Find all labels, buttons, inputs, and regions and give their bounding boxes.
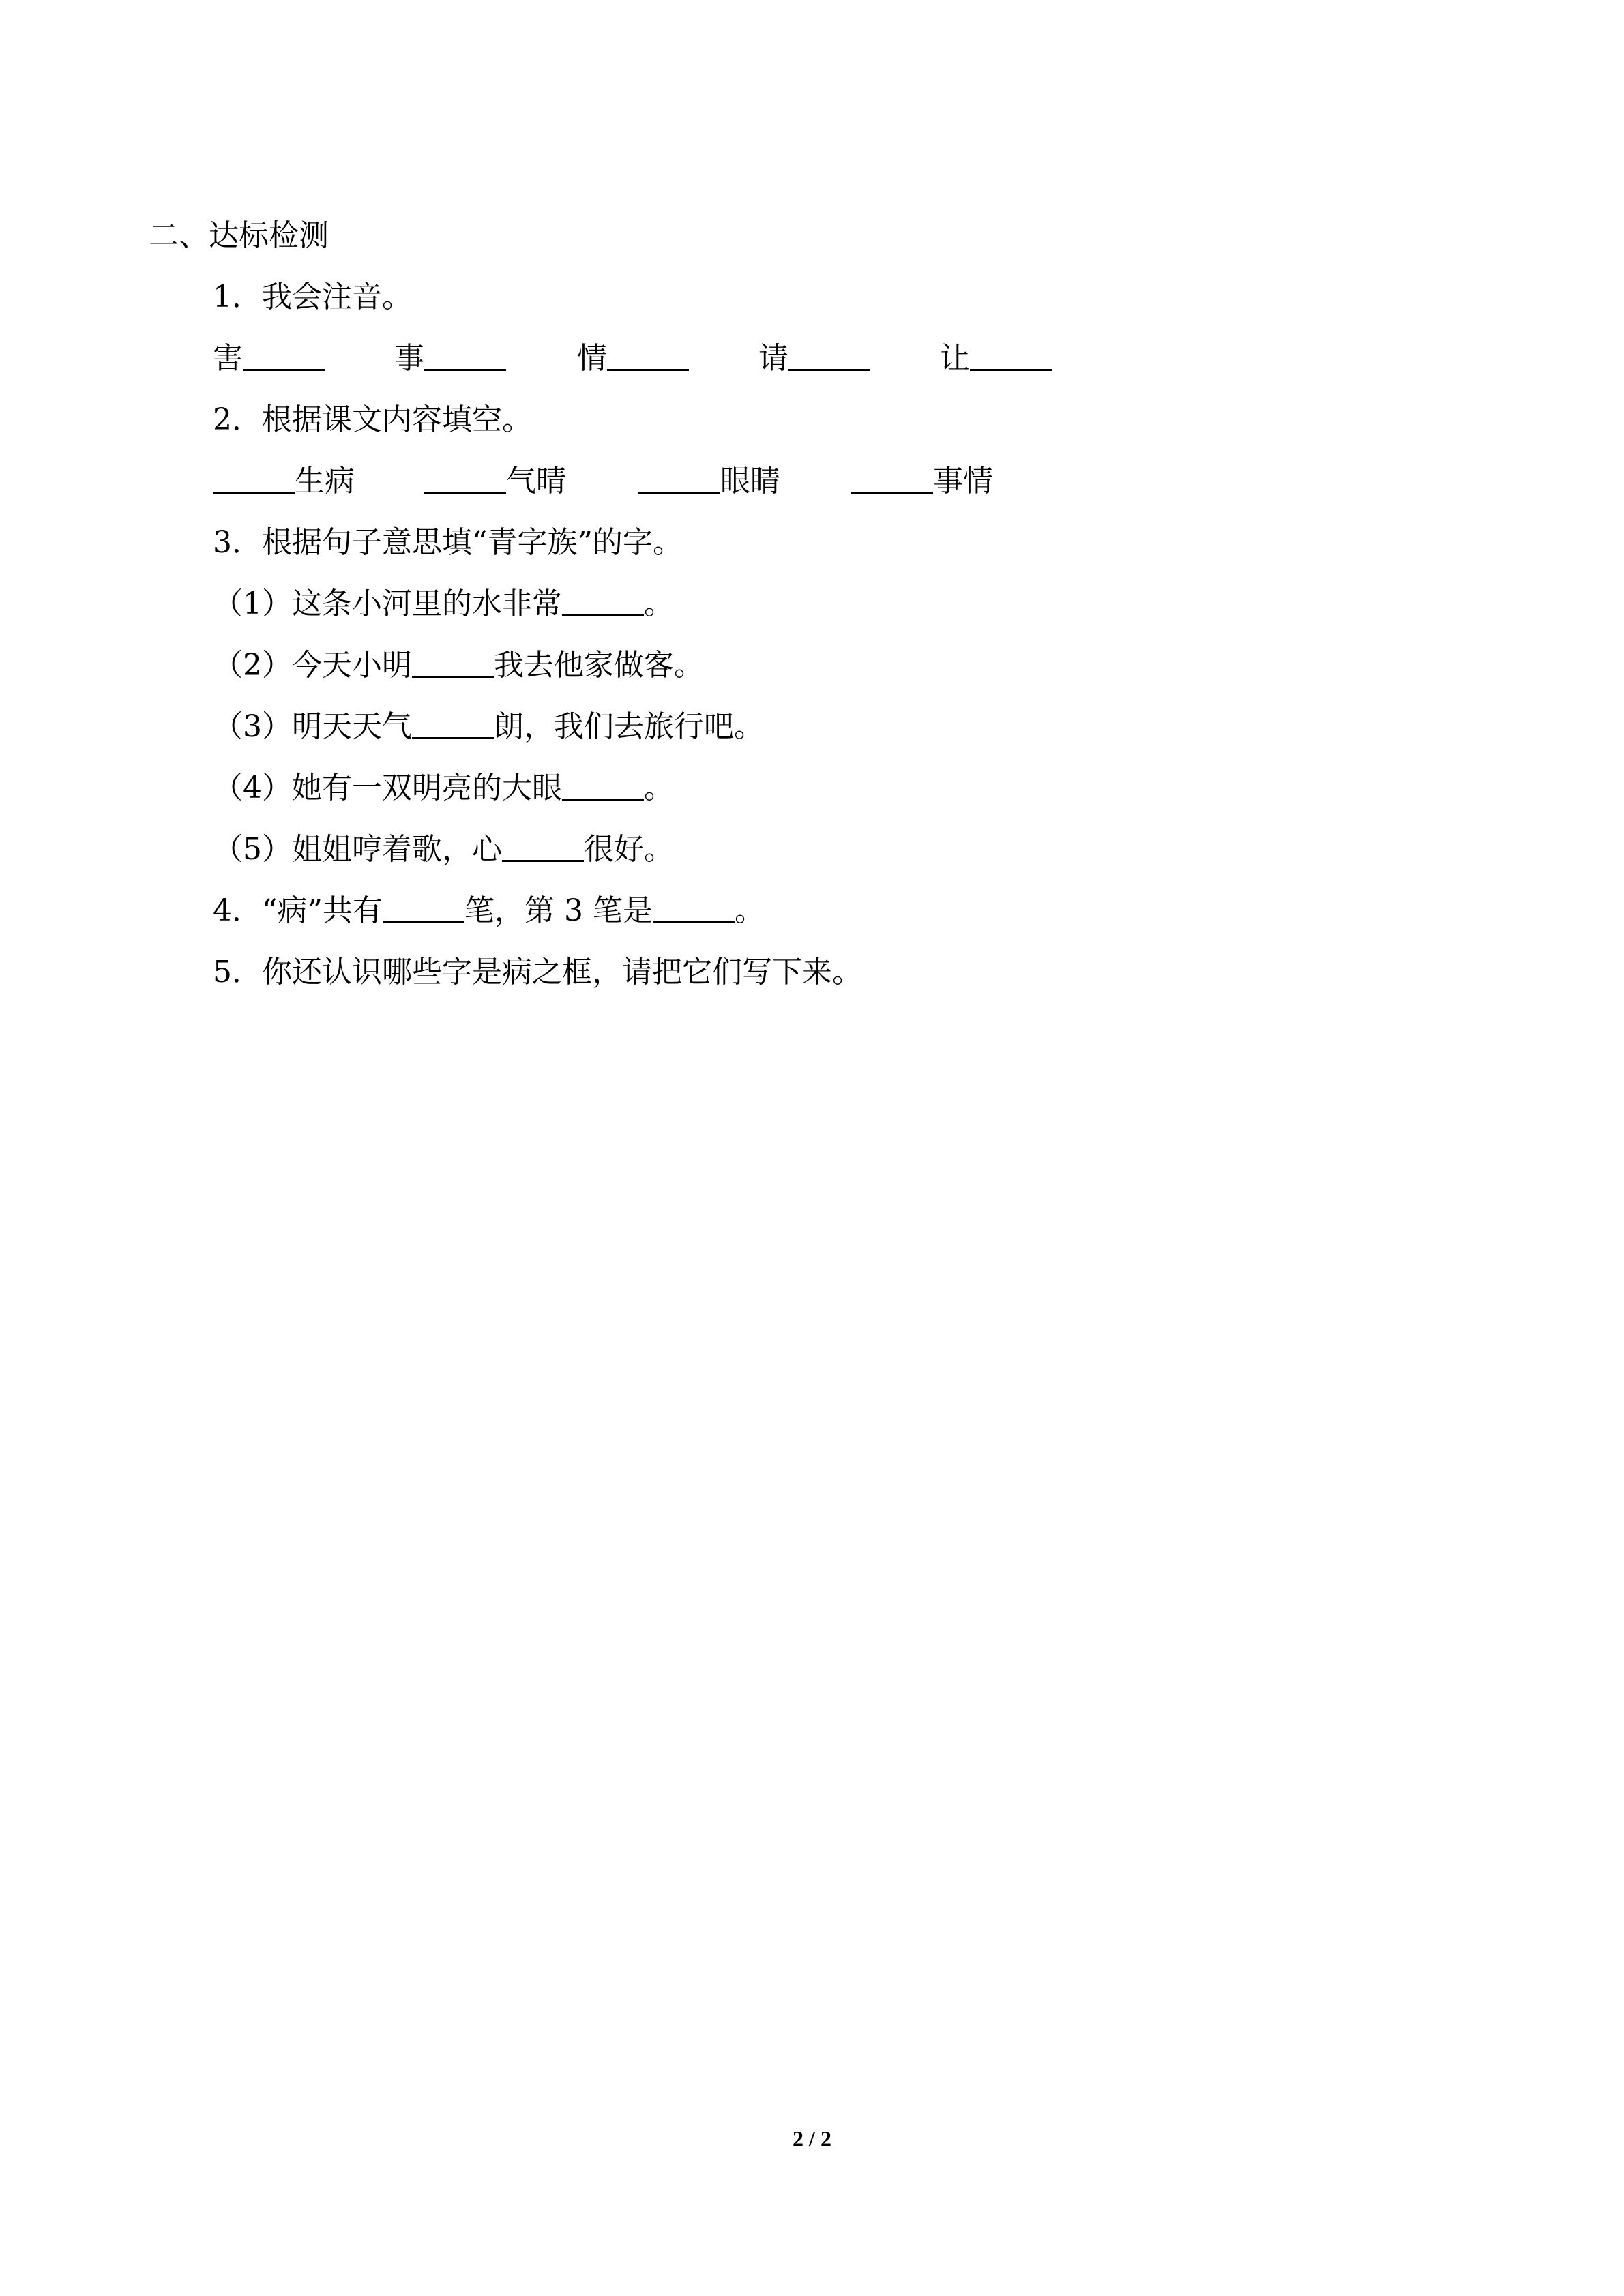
q1-row — [213, 338, 1168, 379]
q2-prompt: 2．根据课文内容填空。 — [213, 402, 532, 437]
q2-item: 生病 — [213, 461, 355, 502]
answer-blank[interactable] — [653, 894, 735, 923]
q1-item: 事 — [394, 338, 506, 379]
q2-item: 事情 — [851, 461, 993, 502]
answer-blank[interactable] — [412, 710, 494, 739]
answer-blank[interactable] — [562, 771, 644, 801]
q1-item: 请 — [758, 338, 870, 379]
q3-item-4: （4）她有一双明亮的大眼 。 — [213, 771, 674, 805]
q5-prompt: 5．你还认识哪些字是病之框，请把它们写下来。 — [213, 955, 862, 989]
answer-blank[interactable] — [424, 464, 506, 494]
q2-item: 眼睛 — [638, 461, 780, 502]
q2-item: 气晴 — [424, 461, 566, 502]
q3-item-2: （2）今天小明 我去他家做客。 — [213, 648, 704, 683]
q3-item-5: （5）姐姐哼着歌，心 很好。 — [213, 832, 674, 867]
answer-blank[interactable] — [562, 587, 644, 616]
q3-item-1: （1）这条小河里的水非常 。 — [213, 586, 674, 621]
q1-item: 害 — [213, 338, 325, 379]
q2-row — [213, 461, 1168, 502]
answer-blank[interactable] — [383, 894, 464, 923]
q1-prompt: 1．我会注音。 — [213, 280, 412, 314]
answer-blank[interactable] — [851, 464, 933, 494]
answer-blank[interactable] — [788, 342, 870, 371]
q3-item-3: （3）明天天气 朗，我们去旅行吧。 — [213, 709, 764, 744]
q1-item: 让 — [940, 338, 1052, 379]
q3-prompt: 3．根据句子意思填“青字族”的字。 — [213, 525, 683, 560]
answer-blank[interactable] — [970, 342, 1052, 371]
answer-blank[interactable] — [412, 648, 494, 678]
q1-item: 情 — [577, 338, 689, 379]
q4-line: 4．“病”共有 笔，第 3 笔是 。 — [213, 893, 765, 928]
answer-blank[interactable] — [424, 342, 506, 371]
answer-blank[interactable] — [243, 342, 325, 371]
answer-blank[interactable] — [607, 342, 689, 371]
page-number: 2 / 2 — [793, 2126, 831, 2151]
answer-blank[interactable] — [502, 833, 584, 862]
answer-blank[interactable] — [213, 464, 295, 494]
answer-blank[interactable] — [638, 464, 720, 494]
section-title: 二、达标检测 — [149, 218, 329, 253]
